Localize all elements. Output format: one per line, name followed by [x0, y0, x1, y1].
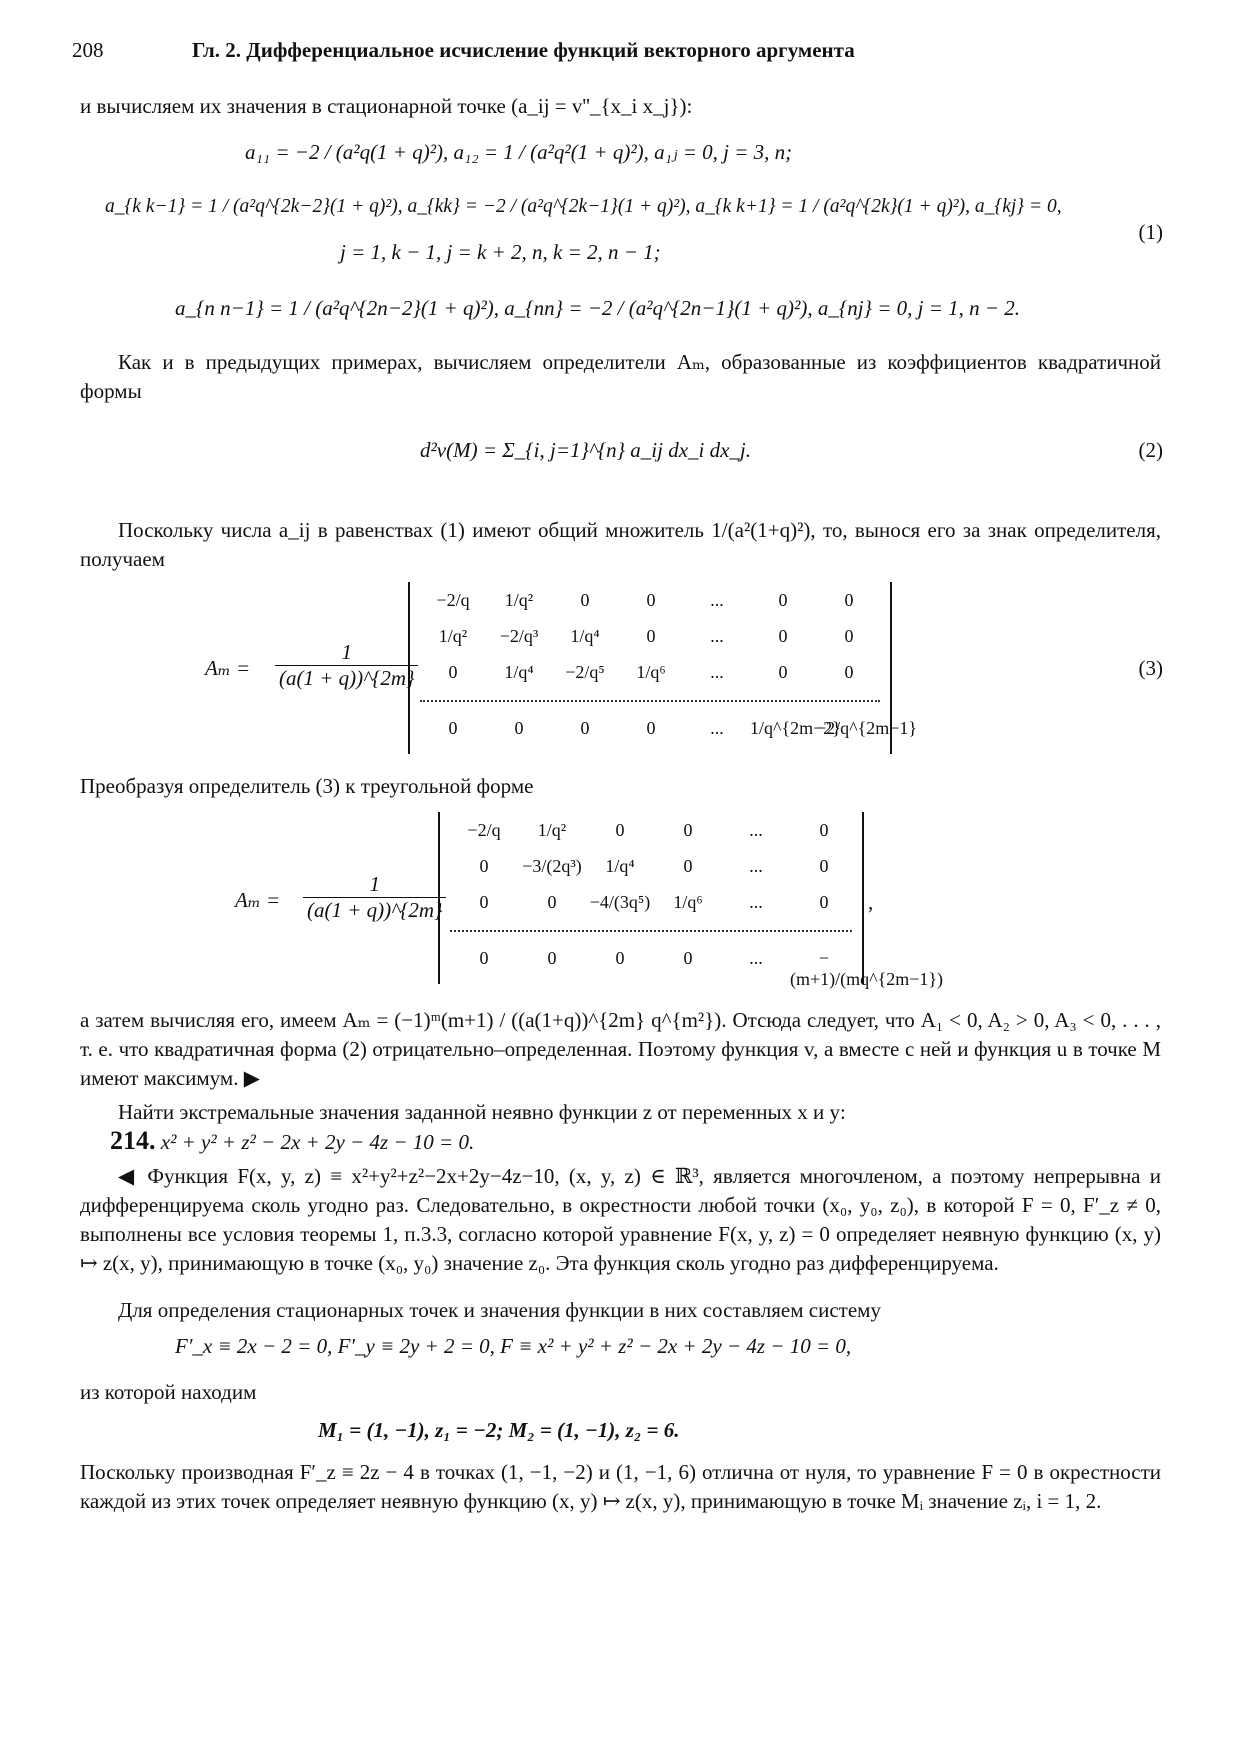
det3-cell-r4-c6: 1/q^{2m−2} [750, 718, 841, 738]
problem-equation: x² + y² + z² − 2x + 2y − 4z − 10 = 0. [160, 1130, 475, 1154]
paragraph-common-factor: Поскольку числа a_ij в равенствах (1) имеют общий множитель 1/(a²(1+q)²), то, вынося его за знак определителя, получаем [80, 518, 1161, 571]
det3-cell-r1-c6: 0 [778, 590, 788, 610]
det4-lhs: Aₘ = [235, 888, 281, 912]
eq2-quadratic-form: d²v(M) = Σ_{i, j=1}^{n} a_ij dx_i dx_j. [420, 438, 752, 462]
det3-cell-r3-c2: 1/q⁴ [504, 662, 534, 682]
equation-label-3: (3) [1138, 656, 1163, 680]
det3-cell-r2-c5: ... [710, 626, 724, 646]
det4-cell-r4-c4: 0 [683, 948, 693, 968]
det4-cell-r3-c4: 1/q⁶ [673, 892, 703, 912]
paragraph-system: Для определения стационарных точек и значения функции в них составляем систему [118, 1298, 881, 1322]
det4-cell-r4-c1: 0 [479, 948, 489, 968]
det3-cell-r4-c3: 0 [580, 718, 590, 738]
det4-cell-r4-c2: 0 [547, 948, 557, 968]
det3-cell-r3-c6: 0 [778, 662, 788, 682]
equation-label-2: (2) [1138, 438, 1163, 462]
page-number: 208 [72, 38, 104, 62]
det4-cell-r3-c5: ... [749, 892, 763, 912]
det4-cell-r3-c2: 0 [547, 892, 557, 912]
paragraph-solution: ◀ Функция F(x, y, z) ≡ x²+y²+z²−2x+2y−4z−10, (x, y, z) ∈ ℝ³, является многочленом, а поэтому непрерывна и дифференцируема сколь угодно раз. Следовательно, в окрестности любой точки (x₀, y₀, z₀), в которой F = 0, F′_z ≠ 0, выполнены все условия теоремы 1, п.3.3, согласно которой уравнение F(x, y, z) = 0 определяет неявную функцию (x, y) ↦ z(x, y), принимающую в точке (x₀, y₀) значение z₀. Эта функция сколь угодно раз дифференцируема. [80, 1164, 1161, 1275]
paragraph-result: а затем вычисляя его, имеем Aₘ = (−1)ᵐ(m+1) / ((a(1+q))^{2m} q^{m²}). Отсюда следует, что A₁ < 0, A₂ > 0, A₃ < 0, . . . , т. е. что квадратичная форма (2) отрицательно–определенная. Поэтому функция v, а вместе с ней и функция u в точке M имеют максимум. ▶ [80, 1008, 1161, 1090]
det3-cell-r1-c3: 0 [580, 590, 590, 610]
det4-cell-r2-c4: 0 [683, 856, 693, 876]
det4-factor-num: 1 [303, 872, 446, 898]
det3-cell-r1-c1: −2/q [436, 590, 470, 610]
det3-factor-num: 1 [275, 640, 418, 666]
det4-cell-r2-c2: −3/(2q³) [522, 856, 582, 876]
eq-system: F′_x ≡ 2x − 2 = 0, F′_y ≡ 2y + 2 = 0, F ≡ x² + y² + z² − 2x + 2y − 4z − 10 = 0, [175, 1334, 852, 1358]
det3-cell-r4-c7: −2/q^{2m−1} [816, 718, 918, 738]
det4-cell-r1-c1: −2/q [467, 820, 501, 840]
det4-cell-r2-c6: 0 [819, 856, 829, 876]
det3-cell-r3-c5: ... [710, 662, 724, 682]
intro-line: и вычисляем их значения в стационарной точке (a_ij = v''_{x_i x_j}): [80, 94, 693, 118]
eq1-row3: j = 1, k − 1, j = k + 2, n, k = 2, n − 1; [340, 240, 661, 264]
det4-cell-r3-c1: 0 [479, 892, 489, 912]
eq1-row2: a_{k k−1} = 1 / (a²q^{2k−2}(1 + q)²), a_{kk} = −2 / (a²q^{2k−1}(1 + q)²), a_{k k+1} = 1 / (a²q^{2k}(1 + q)²), a_{kj} = 0, [105, 196, 1062, 217]
paragraph-conclusion: Поскольку производная F′_z ≡ 2z − 4 в точках (1, −1, −2) и (1, −1, 6) отлична от нуля, то уравнение F = 0 в окрестности каждой из этих точек определяет неявную функцию (x, y) ↦ z(x, y), принимающую в точке Mᵢ значение zᵢ, i = 1, 2. [80, 1460, 1161, 1513]
det3-cell-r4-c2: 0 [514, 718, 524, 738]
det3-lhs: Aₘ = [205, 656, 251, 680]
problem-214 [110, 1126, 474, 1156]
det3-cell-r2-c2: −2/q³ [499, 626, 539, 646]
det4-cell-r2-c3: 1/q⁴ [605, 856, 635, 876]
det4-cell-r2-c5: ... [749, 856, 763, 876]
chapter-title: Гл. 2. Дифференциальное исчисление функций векторного аргумента [192, 38, 855, 62]
det3-cell-r1-c2: 1/q² [504, 590, 534, 610]
det3-cell-r3-c1: 0 [448, 662, 458, 682]
det3-cell-r1-c4: 0 [646, 590, 656, 610]
paragraph-task: Найти экстремальные значения заданной неявно функции z от переменных x и y: [118, 1100, 846, 1124]
det3-cell-r4-c4: 0 [646, 718, 656, 738]
det3-cell-r1-c5: ... [710, 590, 724, 610]
eq-stationary-points: M₁ = (1, −1), z₁ = −2; M₂ = (1, −1), z₂ = 6. [318, 1418, 680, 1442]
det3-cell-r2-c3: 1/q⁴ [570, 626, 600, 646]
det3-cell-r4-c1: 0 [448, 718, 458, 738]
det4-factor [300, 872, 449, 923]
det4-cell-r3-c3: −4/(3q⁵) [589, 892, 651, 912]
det3-cell-r2-c7: 0 [844, 626, 854, 646]
det3-cell-r3-c3: −2/q⁵ [565, 662, 605, 682]
problem-number: 214. [110, 1126, 156, 1155]
paragraph-determinants: Как и в предыдущих примерах, вычисляем определители Aₘ, образованные из коэффициентов квадратичной формы [80, 350, 1161, 403]
paragraph-triangular: Преобразуя определитель (3) к треугольной форме [80, 774, 534, 798]
det3-cell-r1-c7: 0 [844, 590, 854, 610]
det4-cell-r4-c3: 0 [615, 948, 625, 968]
det4-cell-r2-c1: 0 [479, 856, 489, 876]
det4-cell-r4-c5: ... [749, 948, 763, 968]
det4-cell-r1-c4: 0 [683, 820, 693, 840]
det4-cell-r3-c6: 0 [819, 892, 829, 912]
det3-factor [272, 640, 421, 691]
determinant-3 [408, 582, 918, 754]
det3-cell-r2-c4: 0 [646, 626, 656, 646]
det4-comma: , [868, 890, 874, 914]
determinant-triangular [438, 812, 944, 989]
det3-cell-r2-c1: 1/q² [438, 626, 468, 646]
det3-cell-r2-c6: 0 [778, 626, 788, 646]
equation-label-1: (1) [1138, 220, 1163, 244]
det3-dotted-separator [420, 700, 880, 702]
det4-dotted-separator [450, 930, 852, 932]
eq1-row1: a₁₁ = −2 / (a²q(1 + q)²), a₁₂ = 1 / (a²q²(1 + q)²), a₁ⱼ = 0, j = 3, n; [245, 140, 793, 164]
det4-cell-r1-c6: 0 [819, 820, 829, 840]
det3-cell-r3-c4: 1/q⁶ [636, 662, 666, 682]
det4-cell-r4-c6: −(m+1)/(mq^{2m−1}) [790, 948, 944, 989]
det3-factor-den: (a(1 + q))^{2m} [279, 666, 415, 690]
det4-cell-r1-c3: 0 [615, 820, 625, 840]
eq1-row4: a_{n n−1} = 1 / (a²q^{2n−2}(1 + q)²), a_{nn} = −2 / (a²q^{2n−1}(1 + q)²), a_{nj} = 0, j = 1, n − 2. [175, 296, 1021, 320]
det4-cell-r1-c2: 1/q² [537, 820, 567, 840]
det3-cell-r3-c7: 0 [844, 662, 854, 682]
det4-factor-den: (a(1 + q))^{2m} [307, 898, 443, 922]
det3-cell-r4-c5: ... [710, 718, 724, 738]
det4-cell-r1-c5: ... [749, 820, 763, 840]
paragraph-find: из которой находим [80, 1380, 257, 1404]
running-header [72, 38, 1169, 72]
